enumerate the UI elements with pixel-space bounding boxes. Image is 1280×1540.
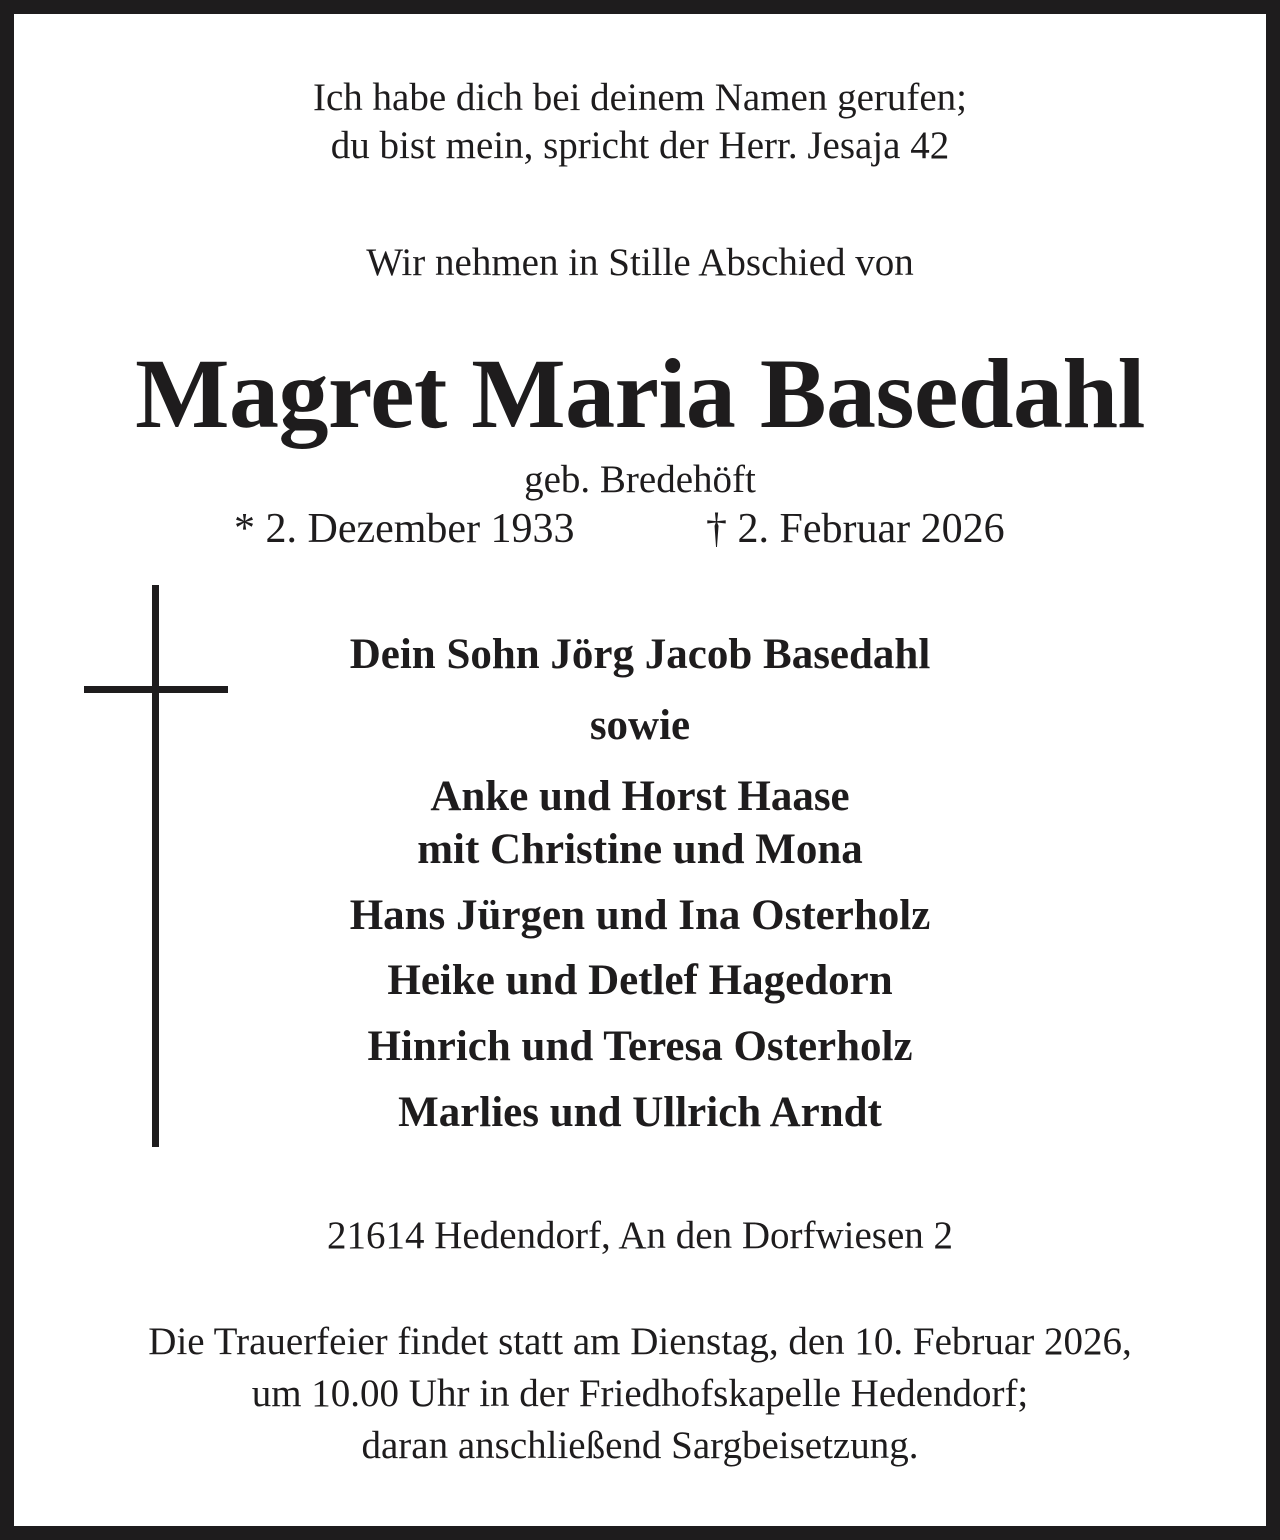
intro-text: Wir nehmen in Stille Abschied von xyxy=(366,241,914,284)
birth-date: * 2. Dezember 1933 xyxy=(234,506,575,552)
service-line-3: daran anschließend Sargbeisetzung. xyxy=(361,1424,919,1467)
service-line-2: um 10.00 Uhr in der Friedhofskapelle Hedendorf; xyxy=(251,1372,1029,1415)
maiden-name: geb. Bredehöft xyxy=(524,458,756,501)
deceased-name: Magret Maria Basedahl xyxy=(135,338,1145,449)
mourner-family-2: Hans Jürgen und Ina Osterholz xyxy=(349,892,931,939)
verse-line-1: Ich habe dich bei deinem Namen gerufen; xyxy=(312,76,968,119)
address: 21614 Hedendorf, An den Dorfwiesen 2 xyxy=(326,1214,954,1257)
mourner-conjunction: sowie xyxy=(589,702,691,749)
cross-beam xyxy=(84,686,228,693)
mourner-family-5: Marlies und Ullrich Arndt xyxy=(398,1089,882,1136)
mourner-son: Dein Sohn Jörg Jacob Basedahl xyxy=(349,631,931,678)
mourner-family-1-line-2: mit Christine und Mona xyxy=(417,826,863,873)
death-date: † 2. Februar 2026 xyxy=(706,506,1005,552)
service-line-1: Die Trauerfeier findet statt am Dienstag, den 10. Februar 2026, xyxy=(148,1320,1132,1363)
mourner-family-4: Hinrich und Teresa Osterholz xyxy=(367,1023,913,1070)
verse-line-2: du bist mein, spricht der Herr. Jesaja 42 xyxy=(330,124,950,167)
mourner-family-1-line-1: Anke und Horst Haase xyxy=(430,773,850,820)
mourner-family-3: Heike und Detlef Hagedorn xyxy=(387,957,893,1004)
